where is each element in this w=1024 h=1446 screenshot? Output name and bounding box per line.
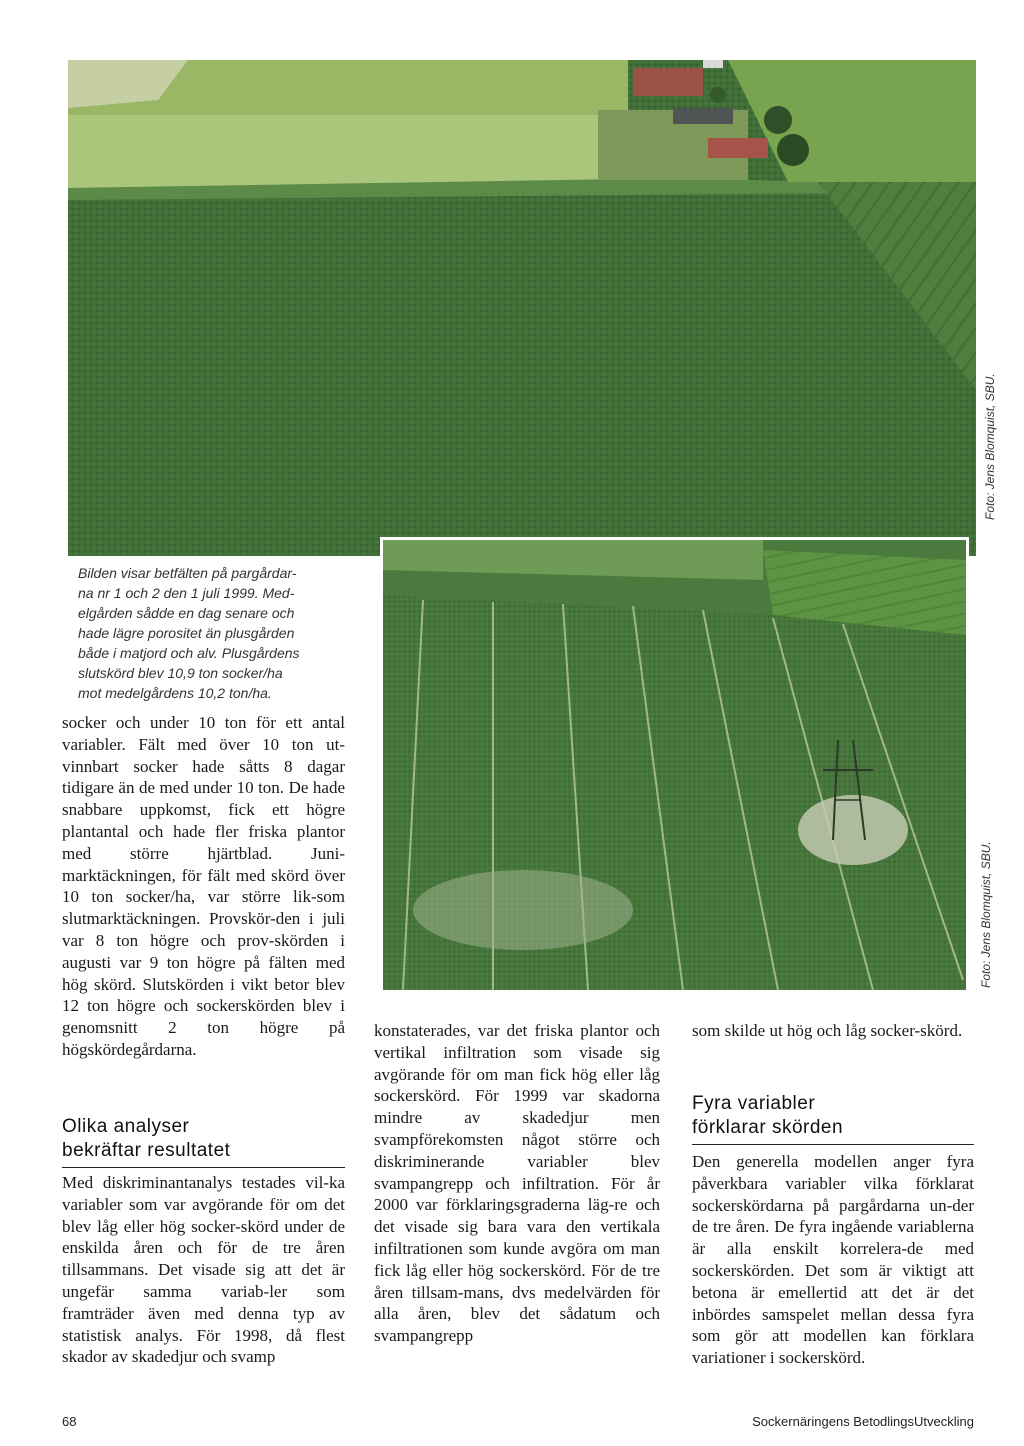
body-paragraph: socker och under 10 ton för ett antal variabler. Fält med över 10 ton ut-vinnbart socker hade såtts 8 dagar tidigare än de med under 10 ton. De hade snabbare uppkomst, fick ett högre plantantal och hade fler friska plantor med större hjärtblad. Juni-marktäckningen, för fält med skörd över 10 ton socker/ha, var större lik-som slutmarktäckningen. Provskör-den i juli var 8 ton högre och prov-skörden i augusti var 9 ton högre på fälten med hög skörd. Slutskörden i vikt betor blev 12 ton högre och sockerskörden blev i genomsnitt 2 ton högre på högskördegårdarna.: [62, 713, 345, 1059]
heading-line: förklarar skörden: [692, 1117, 844, 1138]
body-paragraph: konstaterades, var det friska plantor och vertikal infiltration som visade sig avgörande för om man fick hög eller låg sockerskörd. För 1999 var skadorna mindre av skadedjur men svampförekomsten något större och diskriminerande variabler blev svampangrepp och infiltration. För år 2000 var förklaringsgraderna läg-re och det visade sig bara vara den vertikala infiltrationen som kunde avgöra om man fick låg eller hög sockerskörd. För de tre åren tillsam-mans, dvs medelvärden för alla åren, blev det sådatum och svampangrepp: [374, 1021, 660, 1346]
farm-house-roof: [633, 68, 703, 96]
heading-line: Fyra variabler: [692, 1093, 816, 1114]
aerial-photo-field-pylon-image: [383, 540, 966, 990]
body-paragraph: Med diskriminantanalys testades vil-ka variabler som var avgörande för om det blev låg eller hög socker-skörd under de enskilda åren och för de tre åren tillsammans. Det visade sig att det är ungefär samma variab-ler som framträder även med denna typ av statistisk analys. För 1998, då flest skador av skadedjur och svamp: [62, 1173, 345, 1367]
photo-credit: Foto: Jens Blomquist, SBU.: [979, 841, 993, 988]
column-1-top: [62, 712, 345, 1061]
body-paragraph: som skilde ut hög och låg socker-skörd.: [692, 1021, 963, 1040]
column-1-bottom: [62, 1172, 345, 1368]
caption-line: na nr 1 och 2 den 1 juli 1999. Med-: [78, 585, 295, 601]
caption-line: hade lägre porositet än plusgården: [78, 625, 295, 641]
heading-line: Olika analyser: [62, 1116, 190, 1137]
section-heading: [692, 1092, 974, 1145]
section-heading: [62, 1115, 345, 1168]
photo-caption: [78, 563, 368, 703]
publication-name: Sockernäringens BetodlingsUtveckling: [752, 1414, 974, 1429]
caption-line: slutskörd blev 10,9 ton socker/ha: [78, 665, 283, 681]
caption-line: både i matjord och alv. Plusgårdens: [78, 645, 300, 661]
page-number: 68: [62, 1414, 77, 1429]
heading-line: bekräftar resultatet: [62, 1140, 231, 1161]
caption-line: elgården sådde en dag senare och: [78, 605, 295, 621]
aerial-photo-farm-field: [68, 60, 976, 556]
aerial-photo-farm-field-image: [68, 60, 976, 556]
caption-line: mot medelgårdens 10,2 ton/ha.: [78, 685, 272, 701]
body-paragraph: Den generella modellen anger fyra påverkbara variabler vilka förklarat sockerskördarna på pargårdarna un-der de tre åren. De fyra ingående variablerna är alla enskilt korrelera-de med sockerskörden. Det som är viktigt att betona är emellertid att det är det inbördes samspelet mellan dessa fyra som gör att modellen kan förklara variationer i sockerskörd.: [692, 1152, 974, 1368]
photo-credit: Foto: Jens Blomquist, SBU.: [983, 373, 997, 520]
caption-line: Bilden visar betfälten på pargårdar-: [78, 565, 297, 581]
column-2: [374, 1020, 660, 1347]
column-3-top: [692, 1020, 974, 1042]
aerial-photo-field-pylon: [383, 540, 966, 990]
column-3-bottom: [692, 1151, 974, 1369]
